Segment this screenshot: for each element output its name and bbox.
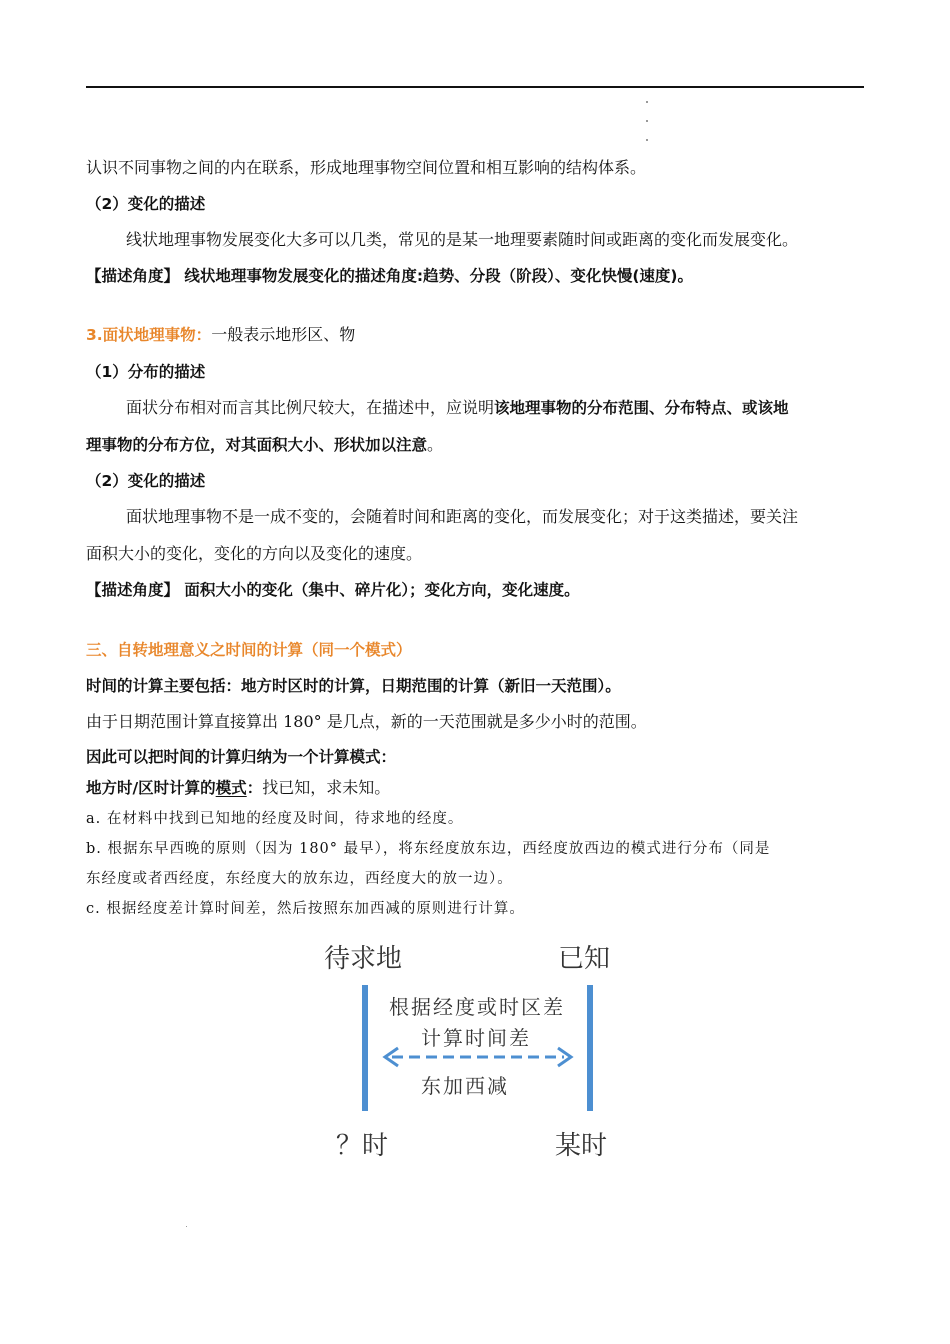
text-bold: 理事物的分布方位，对其面积大小、形状加以注意	[86, 436, 428, 454]
subheading-change-description: （2）变化的描述	[86, 195, 206, 213]
description-angle-line: 【描述角度】 面积大小的变化（集中、碎片化）；变化方向，变化速度。	[86, 581, 580, 599]
model-text: 找已知，求未知。	[262, 778, 391, 797]
step-b-continued: 东经度或者西经度，东经度大的放东边，西经度大的放一边）。	[86, 871, 513, 887]
diagram-center-line3: 东加西减	[421, 1074, 509, 1098]
diagram-right-bar	[587, 985, 593, 1111]
section-heading-area-features	[86, 324, 355, 346]
header-mark	[646, 120, 648, 122]
model-line	[86, 777, 390, 799]
diagram-center-line1: 根据经度或时区差	[389, 995, 565, 1019]
model-colon: ：	[246, 779, 263, 797]
step-c: c. 根据经度差计算时间差，然后按照东加西减的原则进行计算。	[86, 901, 525, 917]
description-angle-line: 【描述角度】 线状地理事物发展变化的描述角度:趋势、分段（阶段）、变化快慢(速度)。	[86, 267, 694, 285]
header-mark	[646, 101, 648, 103]
paragraph-line: 面状地理事物不是一成不变的，会随着时间和距离的变化，而发展变化；对于这类描述，要关注	[126, 507, 799, 526]
paragraph-line	[126, 397, 789, 419]
text-bold: 该地理事物的分布范围、分布特点、或该地	[494, 399, 789, 417]
paragraph-line-bold: 因此可以把时间的计算归纳为一个计算模式：	[86, 748, 397, 766]
section-heading-time-calc: 三、自转地理意义之时间的计算（同一个模式）	[86, 641, 412, 659]
header-mark	[646, 139, 648, 141]
paragraph-line	[86, 434, 443, 456]
diagram-left-bar	[362, 985, 368, 1111]
step-a: a. 在材料中找到已知地的经度及时间，待求地的经度。	[86, 811, 464, 827]
header-rule	[86, 86, 864, 88]
diagram-right-top-label: 已知	[558, 944, 611, 974]
paragraph-line-bold: 时间的计算主要包括：地方时区时的计算，日期范围的计算（新旧一天范围）。	[86, 677, 621, 695]
text-plain: 面状分布相对而言其比例尺较大，在描述中，应说明	[126, 398, 495, 417]
diagram-double-arrow	[380, 1044, 576, 1070]
diagram-right-bottom-label: 某时	[555, 1131, 608, 1161]
paragraph-line: 线状地理事物发展变化大多可以几类，常见的是某一地理要素随时间或距离的变化而发展变化。	[126, 230, 799, 249]
diagram-left-bottom-label: ？时	[336, 1131, 389, 1161]
paragraph-line: 由于日期范围计算直接算出 180° 是几点，新的一天范围就是多少小时的范围。	[86, 712, 647, 731]
diagram-left-top-label: 待求地	[324, 944, 403, 974]
text-plain: 。	[427, 435, 444, 454]
step-b: b. 根据东早西晚的原则（因为 180° 最早），将东经度放东边，西经度放西边的模式进行分布（同是	[86, 841, 771, 857]
diagram-center-line2: 计算时间差	[421, 1026, 531, 1050]
paragraph-line: 面积大小的变化，变化的方向以及变化的速度。	[86, 544, 423, 563]
footer-mark	[186, 1226, 187, 1227]
model-label-underlined: 模式	[215, 779, 247, 797]
paragraph-line: 认识不同事物之间的内在联系，形成地理事物空间位置和相互影响的结构体系。	[86, 158, 647, 177]
model-label: 地方时/区时计算的	[86, 779, 216, 797]
subheading-distribution: （1）分布的描述	[86, 363, 206, 381]
time-calculation-diagram	[300, 925, 640, 1175]
subheading-change-description: （2）变化的描述	[86, 472, 206, 490]
section-heading-title: 3.面状地理事物：	[86, 326, 212, 344]
section-heading-tail: 一般表示地形区、物	[211, 325, 356, 344]
